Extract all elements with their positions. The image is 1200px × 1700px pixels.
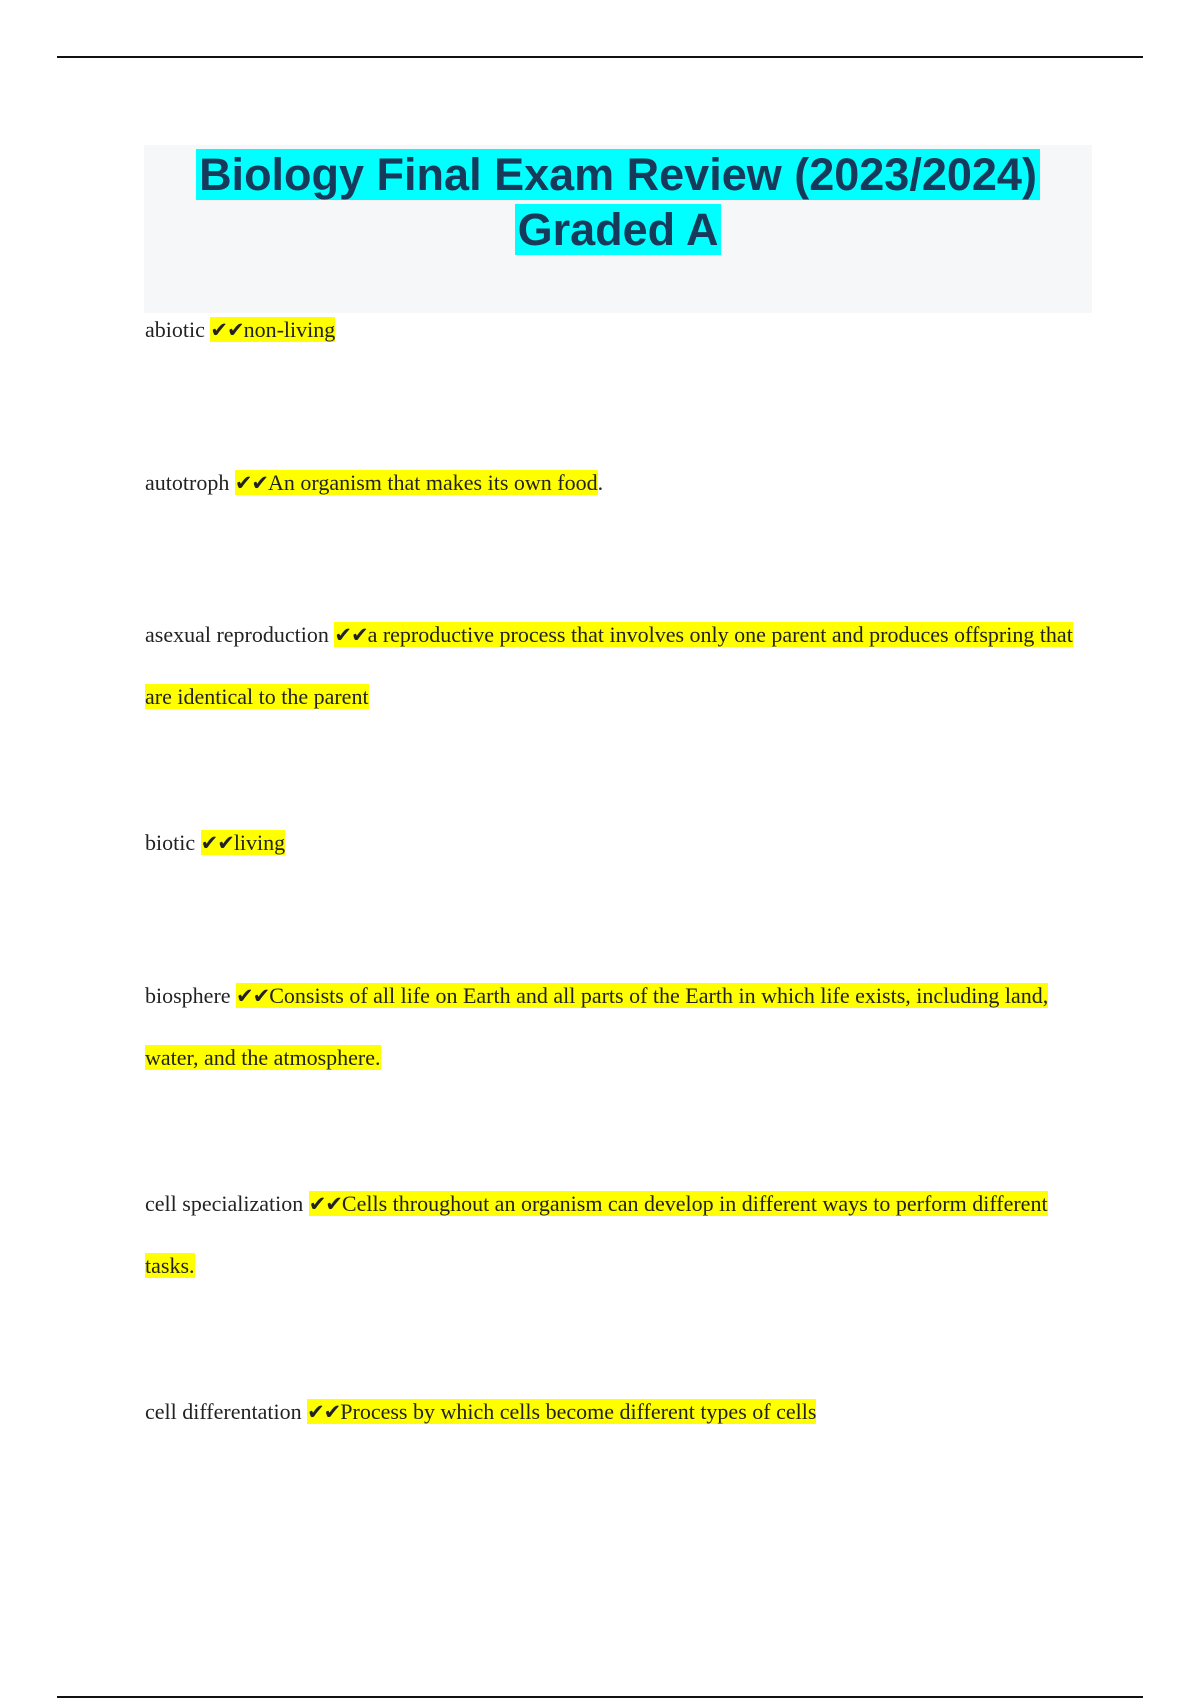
title-block <box>144 145 1092 313</box>
entry-term: cell differentation <box>145 1399 302 1424</box>
double-check-icon: ✔✔ <box>334 623 368 647</box>
glossary-entry-asexual-reproduction <box>145 604 1095 727</box>
double-check-icon: ✔✔ <box>210 318 244 342</box>
entry-trailing-period: . <box>597 470 604 495</box>
glossary-entry-cell-specialization <box>145 1173 1095 1296</box>
entry-term: abiotic <box>145 317 205 342</box>
entry-definition: a reproductive process that involves only one parent and produces offspring that are identical to the parent <box>145 622 1073 709</box>
double-check-icon: ✔✔ <box>200 831 234 855</box>
title-line-2: Graded A <box>515 204 722 255</box>
document-title <box>144 145 1092 257</box>
entry-definition: living <box>233 830 286 855</box>
title-line-1: Biology Final Exam Review (2023/2024) <box>196 149 1040 200</box>
double-check-icon: ✔✔ <box>308 1192 342 1216</box>
entry-definition: non-living <box>243 317 336 342</box>
entry-term: biosphere <box>145 983 231 1008</box>
double-check-icon: ✔✔ <box>236 984 270 1008</box>
entry-term: asexual reproduction <box>145 622 329 647</box>
glossary-entry-cell-differentation <box>145 1381 1095 1443</box>
entry-definition: Cells throughout an organism can develop in different ways to perform different tasks. <box>145 1191 1048 1278</box>
glossary-entry-biotic <box>145 812 1095 874</box>
entry-term: biotic <box>145 830 196 855</box>
header-rule <box>57 56 1143 58</box>
entry-definition: An organism that makes its own food <box>268 470 598 495</box>
double-check-icon: ✔✔ <box>234 471 269 495</box>
entry-term: autotroph <box>145 470 230 495</box>
double-check-icon: ✔✔ <box>307 1400 341 1424</box>
glossary-entry-abiotic <box>145 299 1095 361</box>
glossary-entry-biosphere <box>145 965 1095 1088</box>
entry-term: cell specialization <box>145 1191 304 1216</box>
glossary-entry-autotroph <box>145 452 1095 514</box>
entry-definition: Consists of all life on Earth and all parts of the Earth in which life exists, including land, water, and the atmosphere. <box>145 983 1049 1070</box>
entry-definition: Process by which cells become different types of cells <box>340 1399 817 1424</box>
footer-rule <box>57 1696 1143 1698</box>
